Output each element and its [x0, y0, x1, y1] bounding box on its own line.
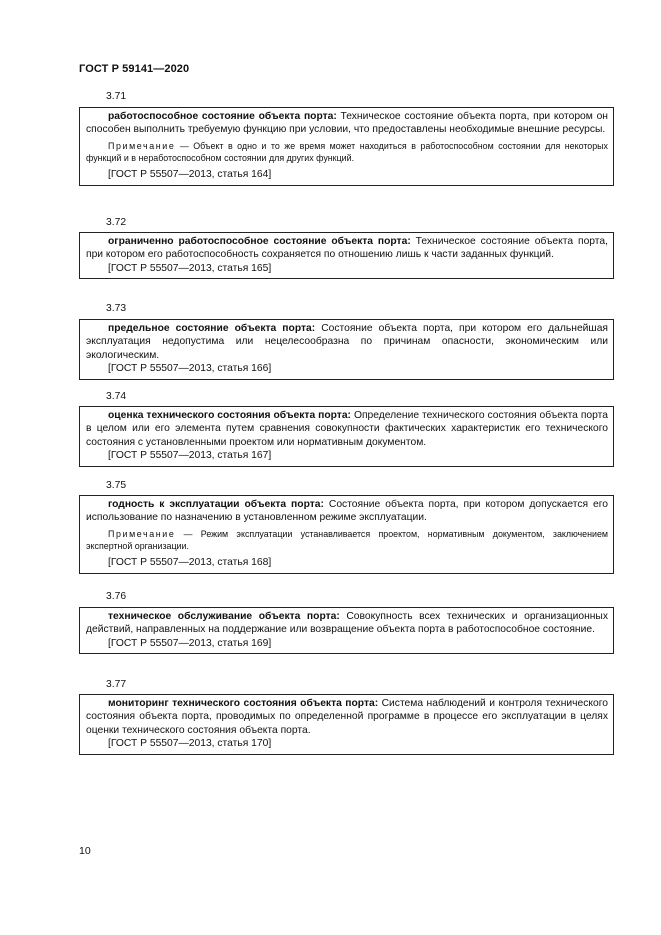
term-definition — [86, 697, 608, 737]
term-name: техническое обслуживание объекта порта: — [108, 611, 340, 622]
term-reference: [ГОСТ Р 55507—2013, статья 166] — [108, 363, 272, 375]
term-entry-box — [79, 694, 614, 755]
term-definition — [86, 235, 608, 262]
term-definition — [86, 322, 608, 362]
definition-text: Состояние объекта порта, при котором допускается его использование по назначению в установленном режиме эксплуатации. — [86, 499, 609, 524]
term-definition — [86, 110, 608, 137]
definition-text: Техническое состояние объекта порта, при котором он способен выполнить требуемую функцию при условии, что предоставлены необходимые внешние ресурсы. — [86, 111, 608, 136]
definition-text: Состояние объекта порта, при котором его дальнейшая эксплуатация недопустима или нецелесообразна по причинам опасности, экономическим или экологическим. — [86, 323, 608, 361]
term-reference: [ГОСТ Р 55507—2013, статья 170] — [108, 738, 272, 750]
term-entry-box — [79, 406, 614, 467]
term-reference: [ГОСТ Р 55507—2013, статья 165] — [108, 262, 272, 274]
term-note — [86, 529, 608, 553]
term-reference: [ГОСТ Р 55507—2013, статья 169] — [108, 637, 272, 649]
note-text: — Объект в одно и то же время может находиться в работоспособном состоянии для некоторых функций и в неработоспособном состоянии для других функций. — [86, 140, 608, 163]
term-number: 3.77 — [106, 679, 127, 690]
term-reference: [ГОСТ Р 55507—2013, статья 168] — [108, 557, 272, 569]
note-label: Примечание — [108, 140, 176, 151]
term-definition — [86, 498, 608, 525]
definition-text: Система наблюдений и контроля технического состояния объекта порта, проводимых по определенной программе в процессе его эксплуатации в целях оценки технического состояния объекта порта. — [86, 698, 608, 736]
definition-text: Техническое состояние объекта порта, при котором его работоспособность сохраняется по отношению лишь к части заданных функций. — [86, 236, 608, 261]
term-entry-box — [79, 107, 614, 186]
term-name: предельное состояние объекта порта: — [108, 323, 316, 334]
term-entry-box — [79, 495, 614, 574]
term-note — [86, 141, 608, 165]
term-number: 3.71 — [106, 91, 127, 102]
definition-text: Совокупность всех технических и организационных действий, направленных на поддержание или возвращение объекта порта в работоспособное состояние. — [86, 611, 608, 636]
note-label: Примечание — [108, 528, 176, 539]
term-definition — [86, 409, 608, 449]
note-text: — Режим эксплуатации устанавливается проектом, нормативным документом, заключением экспертной организации. — [86, 528, 608, 551]
term-number: 3.72 — [106, 217, 127, 228]
term-number: 3.75 — [106, 480, 127, 491]
term-reference: [ГОСТ Р 55507—2013, статья 164] — [108, 169, 272, 181]
term-name: работоспособное состояние объекта порта: — [108, 111, 337, 122]
term-number: 3.73 — [106, 303, 127, 314]
term-number: 3.74 — [106, 391, 127, 402]
term-reference: [ГОСТ Р 55507—2013, статья 167] — [108, 450, 272, 462]
page-number: 10 — [79, 845, 91, 857]
definition-text: Определение технического состояния объекта порта в целом или его элемента путем сравнения совокупности фактических характеристик его технического состояния с установленными проектом или нормативным документом. — [86, 410, 608, 448]
document-header: ГОСТ Р 59141—2020 — [79, 63, 190, 75]
term-entry-box — [79, 607, 614, 654]
term-entry-box — [79, 232, 614, 279]
term-entry-box — [79, 319, 614, 380]
term-name: мониторинг технического состояния объекта порта: — [108, 698, 379, 709]
term-definition — [86, 610, 608, 637]
term-name: годность к эксплуатации объекта порта: — [108, 499, 324, 510]
term-name: оценка технического состояния объекта порта: — [108, 410, 351, 421]
term-number: 3.76 — [106, 591, 127, 602]
term-name: ограниченно работоспособное состояние объекта порта: — [108, 236, 411, 247]
